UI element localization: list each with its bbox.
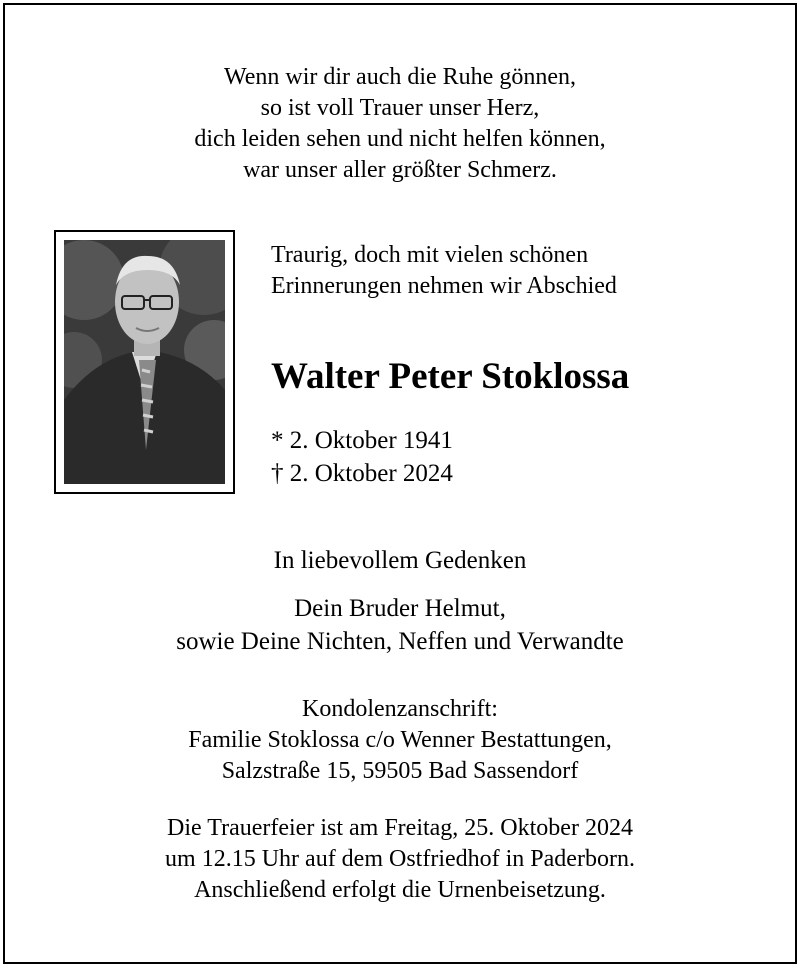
family-line: Dein Bruder Helmut, — [294, 595, 506, 622]
condolence-address — [0, 694, 800, 787]
memorial-phrase: In liebevollem Gedenken — [273, 547, 527, 574]
poem-line: dich leiden sehen und nicht helfen können, — [194, 126, 606, 152]
ceremony-info — [0, 813, 800, 906]
poem-line: so ist voll Trauer unser Herz, — [260, 95, 540, 121]
intro-text — [271, 240, 617, 302]
intro-line: Traurig, doch mit vielen schönen — [271, 242, 589, 268]
poem — [0, 62, 800, 186]
life-dates — [271, 424, 453, 490]
address-line: Familie Stoklossa c/o Wenner Bestattungen, — [188, 727, 612, 753]
ceremony-line: Die Trauerfeier ist am Freitag, 25. Oktober 2024 — [167, 815, 633, 841]
family-signature — [0, 592, 800, 658]
birth-date: * 2. Oktober 1941 — [271, 427, 453, 454]
intro-line: Erinnerungen nehmen wir Abschied — [271, 273, 617, 299]
poem-line: Wenn wir dir auch die Ruhe gönnen, — [224, 64, 576, 90]
address-line: Salzstraße 15, 59505 Bad Sassendorf — [221, 758, 579, 784]
family-line: sowie Deine Nichten, Neffen und Verwandte — [176, 628, 624, 655]
death-date: † 2. Oktober 2024 — [271, 460, 453, 487]
address-line: Kondolenzanschrift: — [302, 696, 498, 722]
poem-line: war unser aller größter Schmerz. — [243, 157, 557, 183]
ceremony-line: um 12.15 Uhr auf dem Ostfriedhof in Paderborn. — [165, 846, 635, 872]
ceremony-line: Anschließend erfolgt die Urnenbeisetzung. — [194, 877, 606, 903]
portrait-frame — [54, 230, 235, 494]
deceased-name: Walter Peter Stoklossa — [271, 356, 630, 397]
portrait-photo — [64, 240, 225, 484]
